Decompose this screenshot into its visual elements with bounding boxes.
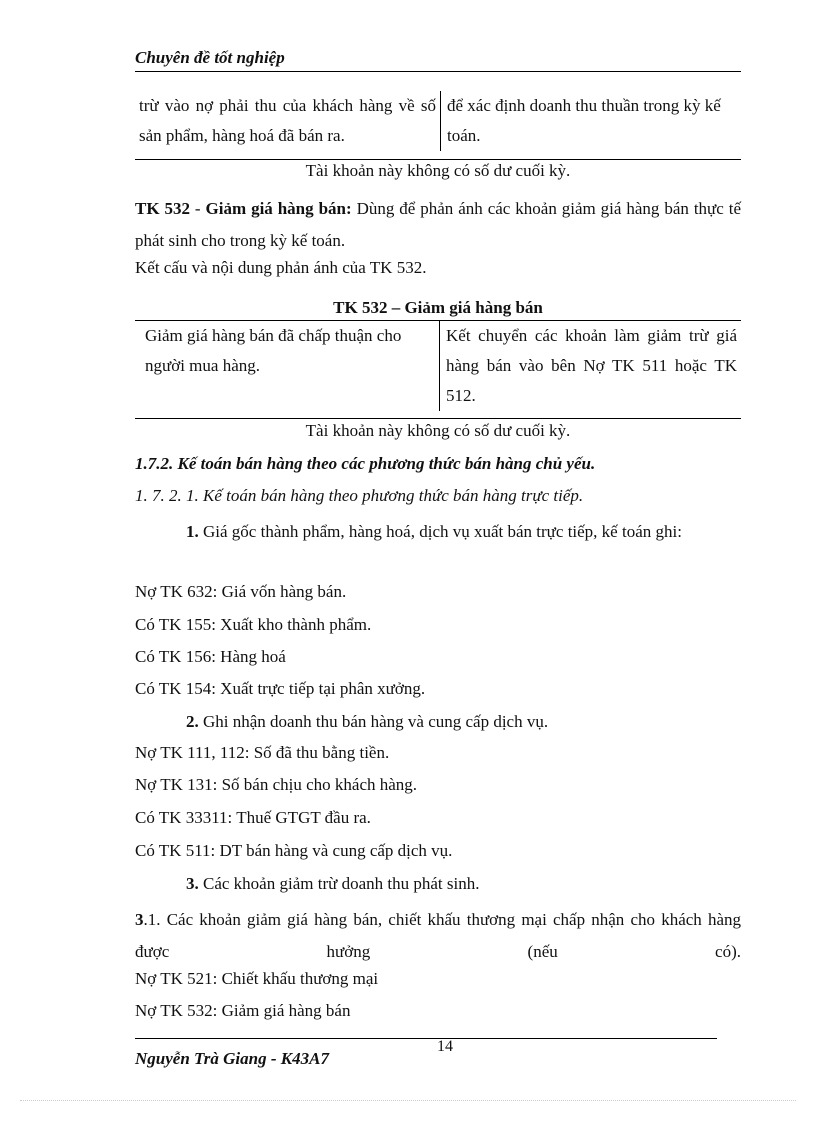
journal-entry: Nợ TK 521: Chiết khấu thương mại (135, 969, 379, 988)
journal-entry: Có TK 511: DT bán hàng và cung cấp dịch vụ. (135, 841, 453, 860)
subsection-heading: 1. 7. 2. 1. Kế toán bán hàng theo phương thức bán hàng trực tiếp. (135, 486, 584, 505)
tk532-description: Dùng để phản ánh các khoản giảm giá hàng bán thực tế phát sinh cho trong kỳ kế toán. (135, 199, 742, 250)
journal-entry: Có TK 154: Xuất trực tiếp tại phân xưởng. (135, 679, 426, 698)
tk532-t-account-table (135, 320, 741, 411)
running-header: Chuyên đề tốt nghiệp (135, 48, 285, 67)
list-item-2-number: 2. (186, 712, 199, 731)
journal-entry: Nợ TK 131: Số bán chịu cho khách hàng. (135, 775, 418, 794)
journal-entry: Có TK 33311: Thuế GTGT đầu ra. (135, 808, 371, 827)
structure-intro: Kết cấu và nội dung phản ánh của TK 532. (135, 258, 427, 277)
list-item-3-number: 3. (186, 874, 199, 893)
footer-rule (135, 1038, 717, 1039)
footer-author: Nguyễn Trà Giang - K43A7 (135, 1049, 329, 1068)
account-table-continued (135, 91, 741, 151)
list-item-2 (186, 712, 741, 732)
list-item-3-text: Các khoản giảm trừ doanh thu phát sinh. (203, 874, 480, 893)
list-item-2-text: Ghi nhận doanh thu bán hàng và cung cấp dịch vụ. (203, 712, 549, 731)
journal-entry: Nợ TK 532: Giảm giá hàng bán (135, 1001, 351, 1020)
list-item-3-1-number: 3 (135, 910, 144, 929)
journal-entry: Có TK 156: Hàng hoá (135, 647, 286, 666)
table2-right-cell: Kết chuyển các khoản làm giảm trừ giá hàng bán vào bên Nợ TK 511 hoặc TK 512. (446, 326, 737, 405)
list-item-1-text: Giá gốc thành phẩm, hàng hoá, dịch vụ xuất bán trực tiếp, kế toán ghi: (203, 522, 682, 541)
table1-right-cell: để xác định doanh thu thuần trong kỳ kế toán. (447, 96, 721, 145)
journal-entry: Có TK 155: Xuất kho thành phẩm. (135, 615, 372, 634)
page-number: 14 (437, 1038, 453, 1055)
table2-title: TK 532 – Giảm giá hàng bán (333, 298, 543, 317)
tk532-term: Giảm giá hàng bán: (205, 199, 352, 218)
list-item-3 (186, 874, 741, 894)
list-item-1 (186, 517, 741, 547)
page-edge-divider (20, 1100, 796, 1101)
tk532-code: TK 532 (135, 199, 190, 218)
list-item-3-1: 3.1. Các khoản giảm giá hàng bán, chiết khấu thương mại chấp nhận cho khách hàng được hưởng (nếu có). (135, 910, 742, 961)
list-item-3-1-text: Các khoản giảm giá hàng bán, chiết khấu thương mại chấp nhận cho khách hàng được hưởng (nếu có). (135, 910, 742, 961)
table1-left-cell: trừ vào nợ phải thu của khách hàng về số sản phẩm, hàng hoá đã bán ra. (135, 91, 441, 151)
table2-bottom-rule (135, 418, 741, 419)
journal-entry: Nợ TK 111, 112: Số đã thu bằng tiền. (135, 743, 390, 762)
header-rule (135, 71, 741, 72)
table2-left-cell: Giảm giá hàng bán đã chấp thuận cho người mua hàng. (135, 321, 440, 412)
note-no-balance-1: Tài khoản này không có số dư cuối kỳ. (305, 161, 571, 180)
tk532-paragraph: TK 532 - Giảm giá hàng bán: Dùng để phản ánh các khoản giảm giá hàng bán thực tế phát sinh cho trong kỳ kế toán. (135, 199, 742, 250)
journal-entry: Nợ TK 632: Giá vốn hàng bán. (135, 582, 347, 601)
note-no-balance-2: Tài khoản này không có số dư cuối kỳ. (305, 421, 571, 440)
list-item-1-number: 1. (186, 522, 199, 541)
section-heading: 1.7.2. Kế toán bán hàng theo các phương thức bán hàng chủ yếu. (135, 454, 596, 473)
table1-bottom-rule (135, 159, 741, 160)
